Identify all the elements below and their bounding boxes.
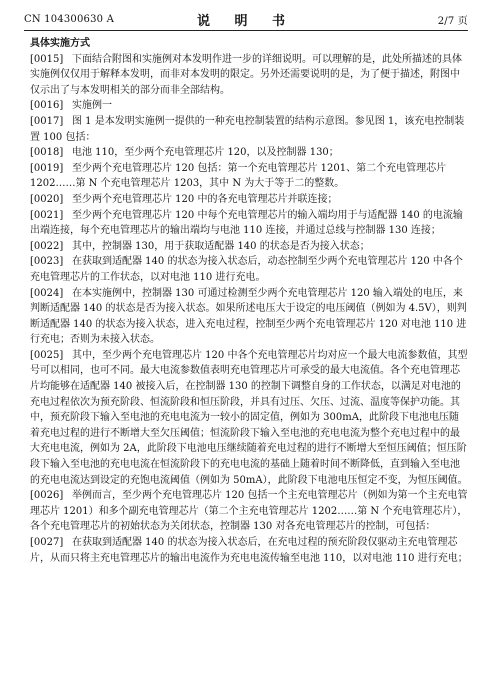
paragraph xyxy=(30,254,468,285)
paragraph-text: 实施例一 xyxy=(72,100,112,112)
paragraph-number: [0024] xyxy=(30,287,64,299)
paragraph-text: 举例而言，至少两个充电管理芯片 120 包括一个主充电管理芯片（例如为第一个主充电管理芯片 1201）和多个副充电管理芯片（第二个主充电管理芯片 1202……第 N 个充电管理芯片），各个充电管理芯片的初始状态为关闭状态，控制器 130 对各充电管理芯片的控制，可包括： xyxy=(30,490,468,533)
paragraph-number: [0021] xyxy=(30,209,64,221)
paragraph xyxy=(30,348,468,488)
paragraph-number: [0015] xyxy=(30,53,64,65)
paragraph xyxy=(30,192,468,208)
paragraph-text: 至少两个充电管理芯片 120 中每个充电管理芯片的输入端均用于与适配器 140 的电流输出端连接，每个充电管理芯片的输出端均与电池 110 连接，并通过总线与控制器 130 连接； xyxy=(30,209,463,237)
paragraph-text: 下面结合附图和实施例对本发明作进一步的详细说明。可以理解的是，此处所描述的具体实施例仅仅用于解释本发明，而非对本发明的限定。另外还需要说明的是，为了便于描述，附图中仅示出了与本发明相关的部分而非全部结构。 xyxy=(30,53,462,96)
header-rule xyxy=(24,30,468,31)
paragraph-text: 在获取到适配器 140 的状态为接入状态后，动态控制至少两个充电管理芯片 120 中各个充电管理芯片的工作状态，以对电池 110 进行充电。 xyxy=(30,256,463,283)
paragraph xyxy=(30,208,468,239)
paragraph xyxy=(30,286,468,348)
paragraph xyxy=(30,52,468,99)
paragraph-text: 图 1 是本发明实施例一提供的一种充电控制装置的结构示意图。参见图 1，该充电控制装置 100 包括： xyxy=(30,115,465,143)
paragraph-number: [0023] xyxy=(30,256,64,268)
paragraph xyxy=(30,239,468,255)
doc-number: CN 104300630 A xyxy=(24,13,115,25)
paragraph-text: 其中，至少两个充电管理芯片 120 中各个充电管理芯片均对应一个最大电流参数值，其型号可以相同，也可不同。最大电流参数值表明充电管理芯片可承受的最大电流值。各个充电管理芯片均能够在适配器 140 被接入后，在控制器 130 的控制下调整自身的工作状态，以满足对电池的充电过程依次为预充阶段、恒流阶段和恒压阶段，并具有过压、欠压、过流、温度等保护功能。其中，预充阶段下输入至电池的充电电流为一较小的固定值，例如为 300mA，此阶段下电池电压随着充电过程的进行不断增大至欠压阈值；恒流阶段下输入至电池的充电电流为整个充电过程中的最大充电电流，例如为 2A，此阶段下电池电压继续随着充电过程的进行不断增大至恒压阈值；恒压阶段下输入至电池的充电电流在恒流阶段下的充电电流的基础上随着时间不断降低，直到输入至电池的充电电流达到设定的充饱电流阈值（例如为 50mA），此阶段下电池电压恒定不变，为恒压阈值。 xyxy=(30,349,468,486)
paragraph-text: 电池 110，至少两个充电管理芯片 120，以及控制器 130； xyxy=(72,147,339,159)
paragraph-number: [0017] xyxy=(30,115,64,127)
paragraph xyxy=(30,98,468,114)
paragraph-number: [0022] xyxy=(30,240,64,252)
paragraph-number: [0019] xyxy=(30,162,64,174)
paragraph-text: 其中，控制器 130，用于获取适配器 140 的状态是否为接入状态； xyxy=(72,240,370,252)
paragraph xyxy=(30,535,468,566)
paragraph xyxy=(30,145,468,161)
paragraph-number: [0027] xyxy=(30,537,64,548)
paragraph xyxy=(30,488,468,535)
paragraph xyxy=(30,161,468,192)
paragraph-number: [0018] xyxy=(30,147,64,159)
paragraph-number: [0016] xyxy=(30,100,64,112)
paragraph-number: [0025] xyxy=(30,349,64,361)
page-header xyxy=(24,8,468,30)
paragraph-text: 至少两个充电管理芯片 120 中的各充电管理芯片并联连接； xyxy=(72,193,338,205)
paragraph xyxy=(30,114,468,145)
document-body xyxy=(30,36,468,566)
section-title: 具体实施方式 xyxy=(30,38,90,49)
paragraph-number: [0020] xyxy=(30,193,64,205)
page-number: 2/7 页 xyxy=(437,15,468,27)
paragraph-text: 在本实施例中，控制器 130 可通过检测至少两个充电管理芯片 120 输入端处的电压，来判断适配器 140 的状态是否为接入状态。如果所述电压大于设定的电压阈值（例如为 4.5V），则判断适配器 140 的状态为接入状态，进入充电过程，控制至少两个充电管理芯片 120 对电池 110 进行充电；否则为未接入状态。 xyxy=(30,287,467,346)
paragraph-list xyxy=(30,52,468,567)
paragraph-text: 至少两个充电管理芯片 120 包括：第一个充电管理芯片 1201、第二个充电管理芯片 1202……第 N 个充电管理芯片 1203，其中 N 为大于等于二的整数。 xyxy=(30,162,447,190)
paragraph-text: 在获取到适配器 140 的状态为接入状态后，在充电过程的预充阶段仅驱动主充电管理芯片，从而只将主充电管理芯片的输出电流作为充电电流传输至电池 110，以对电池 110 进行充电； xyxy=(30,537,468,564)
doc-title: 说 明 书 xyxy=(196,13,296,29)
paragraph-number: [0026] xyxy=(30,490,64,502)
